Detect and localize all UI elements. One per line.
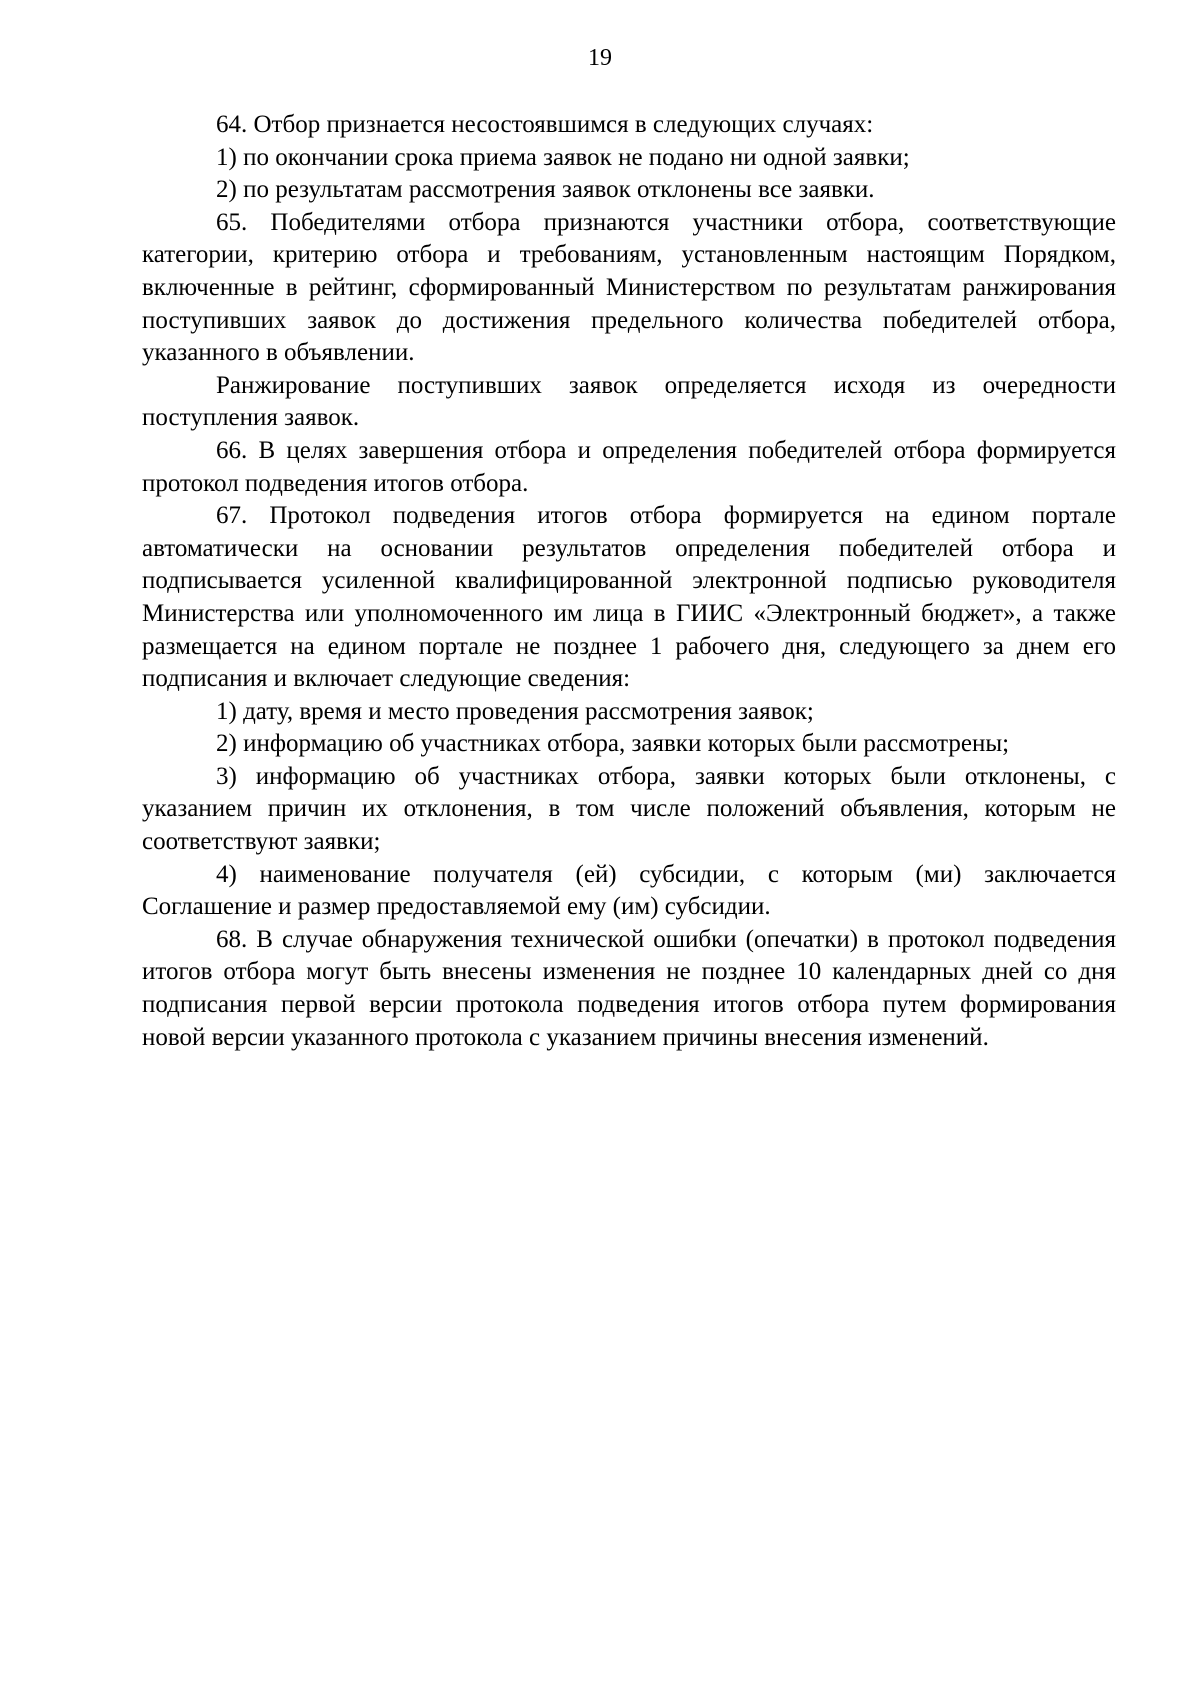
paragraph-65-ranking: Ранжирование поступивших заявок определяется исходя из очередности поступления заявок. [142, 371, 1116, 432]
paragraph-68: 68. В случае обнаружения технической ошибки (опечатки) в протокол подведения итогов отбора могут быть внесены изменения не позднее 10 календарных дней со дня подписания первой версии протокола подведения итогов отбора путем формирования новой версии указанного протокола с указанием причины внесения изменений. [142, 925, 1116, 1051]
paragraph-67-item-3: 3) информацию об участниках отбора, заявки которых были отклонены, с указанием причин их отклонения, в том числе положений объявления, которым не соответствуют заявки; [142, 762, 1116, 856]
paragraph-64: 64. Отбор признается несостоявшимся в следующих случаях: [216, 111, 874, 138]
paragraph-64-item-1: 1) по окончании срока приема заявок не подано ни одной заявки; [216, 143, 910, 171]
paragraph-66: 66. В целях завершения отбора и определения победителей отбора формируется протокол подведения итогов отбора. [142, 436, 1116, 497]
paragraph-67-item-1: 1) дату, время и место проведения рассмотрения заявок; [216, 697, 814, 725]
paragraph-65: 65. Победителями отбора признаются участники отбора, соответствующие категории, критерию отбора и требованиям, установленным настоящим Порядком, включенные в рейтинг, сформированный Министерством по результатам ранжирования поступивших заявок до достижения предельного количества победителей отбора, указанного в объявлении. [142, 208, 1116, 367]
page-number: 19 [588, 45, 612, 71]
paragraph-64-item-2: 2) по результатам рассмотрения заявок отклонены все заявки. [216, 176, 875, 204]
paragraph-67-item-2: 2) информацию об участниках отбора, заявки которых были рассмотрены; [216, 730, 1010, 758]
paragraph-67: 67. Протокол подведения итогов отбора формируется на едином портале автоматически на основании результатов определения победителей отбора и подписывается усиленной квалифицированной электронной подписью руководителя Министерства или уполномоченного им лица в ГИИС «Электронный бюджет», а также размещается на едином портале не позднее 1 рабочего дня, следующего за днем его подписания и включает следующие сведения: [142, 502, 1116, 693]
document-body [142, 109, 1116, 1054]
paragraph-67-item-4: 4) наименование получателя (ей) субсидии, с которым (ми) заключается Соглашение и размер предоставляемой ему (им) субсидии. [142, 860, 1116, 921]
